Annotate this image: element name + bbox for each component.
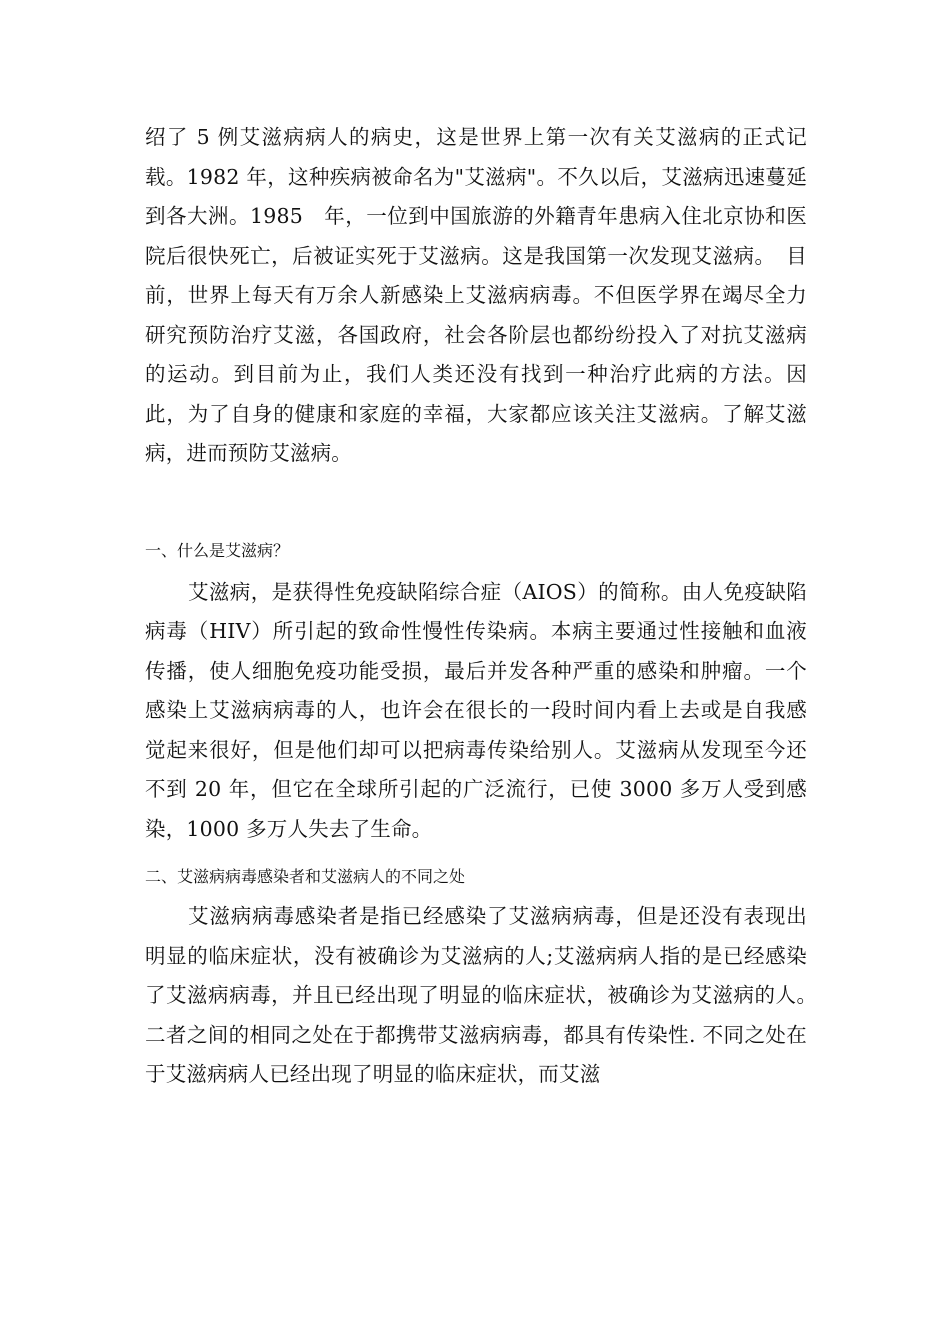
section-heading-difference: 二、艾滋病病毒感染者和艾滋病人的不同之处 [145, 867, 466, 886]
section-body-what-is-aids: 艾滋病，是获得性免疫缺陷综合症（AIOS）的简称。由人免疫缺陷病毒（HIV）所引起的致命性慢性传染病。本病主要通过性接触和血液传播，使人细胞免疫功能受损，最后并发各种严重的感染和肿瘤。一个感染上艾滋病病毒的人，也许会在很长的一段时间内看上去或是自我感觉起来很好，但是他们却可以把病毒传染给别人。艾滋病从发现至今还不到 20 年，但它在全球所引起的广泛流行，已使 3000 多万人受到感染，1000 多万人失去了生命。 [145, 579, 807, 841]
section-heading-what-is-aids: 一、什么是艾滋病？ [145, 540, 290, 560]
document-page [145, 118, 828, 1095]
intro-paragraph: 绍了 5 例艾滋病病人的病史，这是世界上第一次有关艾滋病的正式记载。1982 年，这种疾病被命名为"艾滋病"。不久以后，艾滋病迅速蔓延到各大洲。1985 年，一位到中国旅游的外籍青年患病入住北京协和医院后很快死亡，后被证实死于艾滋病。这是我国第一次发现艾滋病。 目前，世界上每天有万余人新感染上艾滋病病毒。不但医学界在竭尽全力研究预防治疗艾滋，各国政府，社会各阶层也都纷纷投入了对抗艾滋病的运动。到目前为止，我们人类还没有找到一种治疗此病的方法。因此，为了自身的健康和家庭的幸福，大家都应该关注艾滋病。了解艾滋病，进而预防艾滋病。 [145, 125, 807, 465]
section-body-difference: 艾滋病病毒感染者是指已经感染了艾滋病病毒，但是还没有表现出明显的临床症状，没有被确诊为艾滋病的人;艾滋病病人指的是已经感染了艾滋病病毒，并且已经出现了明显的临床症状，被确诊为艾滋病的人。 二者之间的相同之处在于都携带艾滋病病毒，都具有传染性. 不同之处在于艾滋病病人已经出现了明显的临床症状，而艾滋 [145, 904, 828, 1086]
